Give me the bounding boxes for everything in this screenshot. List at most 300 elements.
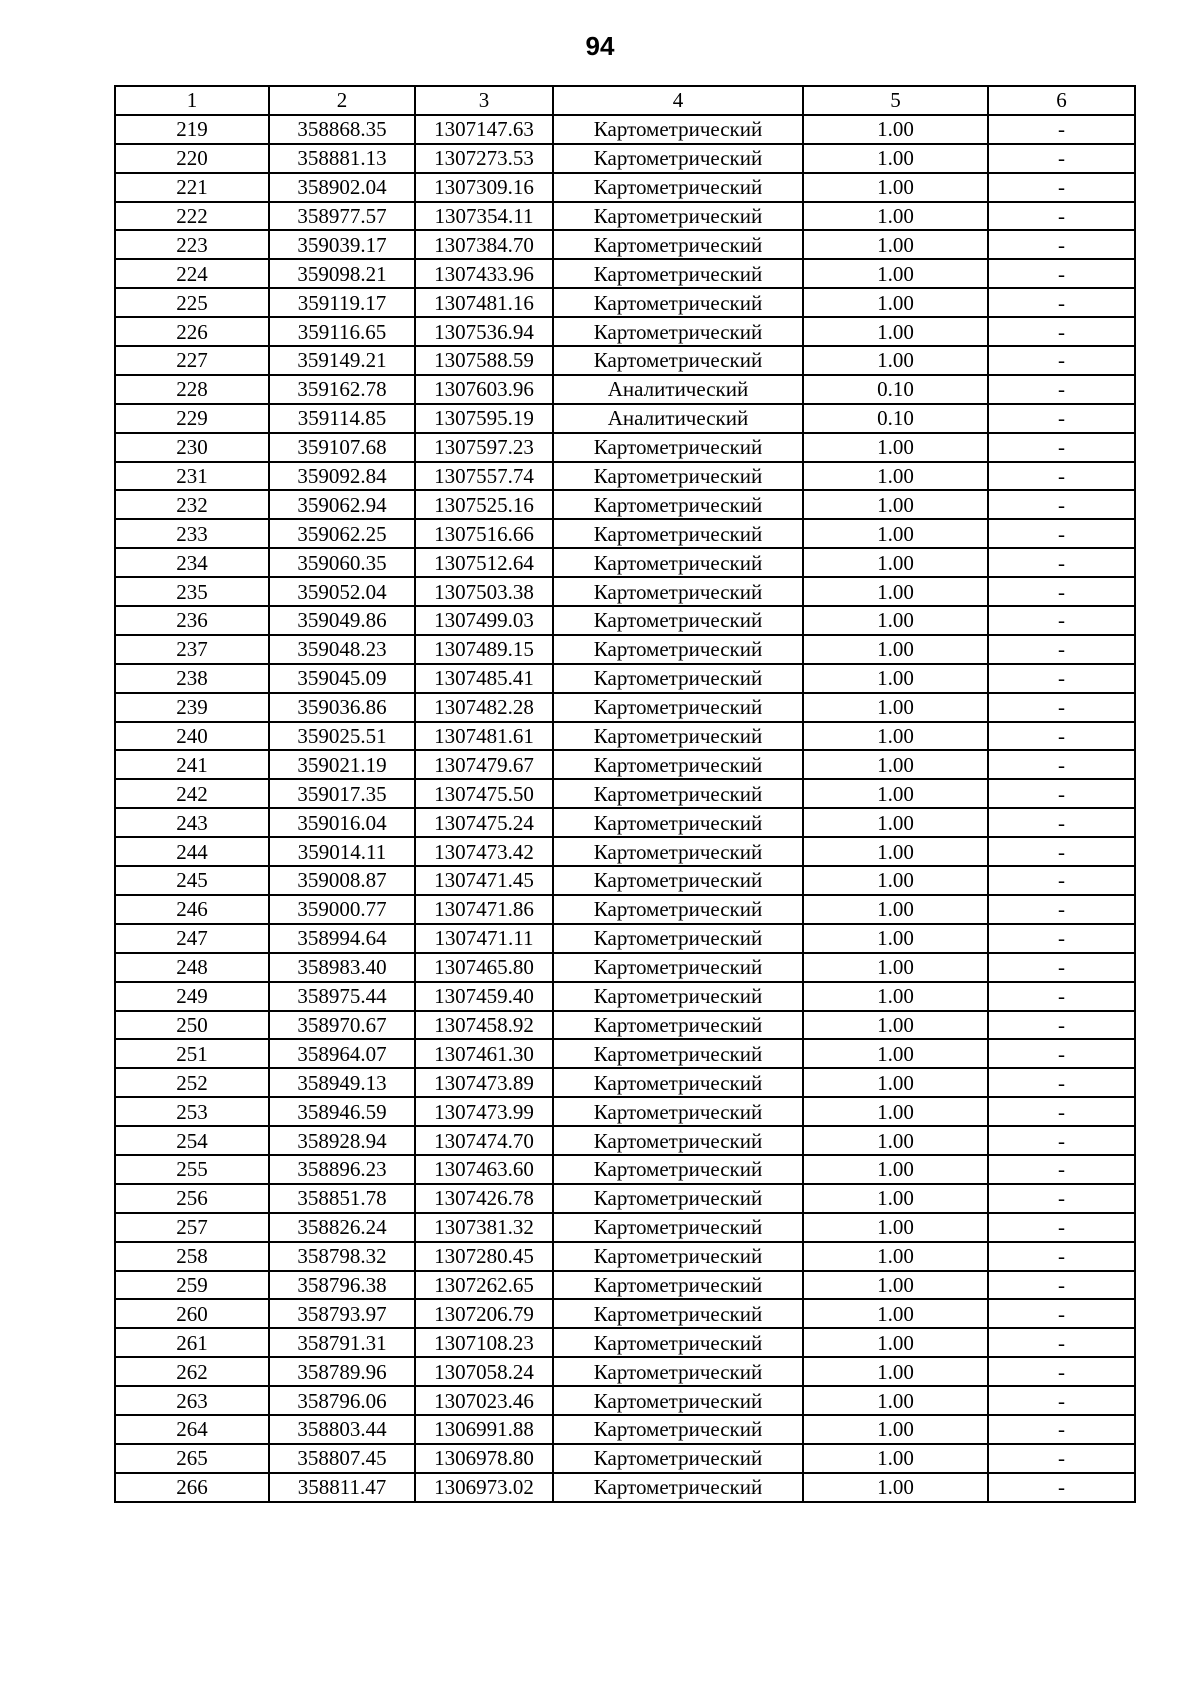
note-cell: -: [988, 1386, 1135, 1415]
note-cell: -: [988, 953, 1135, 982]
coordinate-x-cell: 358798.32: [269, 1242, 415, 1271]
accuracy-cell: 1.00: [803, 577, 988, 606]
coordinate-x-cell: 358983.40: [269, 953, 415, 982]
coordinate-x-cell: 358977.57: [269, 202, 415, 231]
table-row: [115, 1271, 1135, 1300]
accuracy-cell: 1.00: [803, 433, 988, 462]
coordinate-x-cell: 359162.78: [269, 375, 415, 404]
coordinate-x-cell: 359036.86: [269, 693, 415, 722]
method-cell: Картометрический: [553, 693, 803, 722]
note-cell: -: [988, 202, 1135, 231]
coordinate-x-cell: 358793.97: [269, 1299, 415, 1328]
accuracy-cell: 1.00: [803, 173, 988, 202]
note-cell: -: [988, 1039, 1135, 1068]
accuracy-cell: 1.00: [803, 202, 988, 231]
header-cell: 2: [269, 86, 415, 115]
point-number-cell: 263: [115, 1386, 269, 1415]
note-cell: -: [988, 693, 1135, 722]
point-number-cell: 257: [115, 1213, 269, 1242]
note-cell: -: [988, 433, 1135, 462]
accuracy-cell: 1.00: [803, 317, 988, 346]
note-cell: -: [988, 1271, 1135, 1300]
coordinate-x-cell: 358796.38: [269, 1271, 415, 1300]
method-cell: Картометрический: [553, 1299, 803, 1328]
note-cell: -: [988, 1242, 1135, 1271]
point-number-cell: 235: [115, 577, 269, 606]
coordinate-x-cell: 359048.23: [269, 635, 415, 664]
header-cell: 3: [415, 86, 553, 115]
table-row: [115, 1126, 1135, 1155]
coordinate-y-cell: 1307481.16: [415, 288, 553, 317]
point-number-cell: 236: [115, 606, 269, 635]
coordinate-y-cell: 1307473.99: [415, 1097, 553, 1126]
coordinate-y-cell: 1307280.45: [415, 1242, 553, 1271]
point-number-cell: 238: [115, 664, 269, 693]
page-number: 94: [585, 31, 615, 61]
note-cell: -: [988, 1011, 1135, 1040]
point-number-cell: 251: [115, 1039, 269, 1068]
note-cell: -: [988, 606, 1135, 635]
table-row: [115, 433, 1135, 462]
note-cell: -: [988, 895, 1135, 924]
table-row: [115, 750, 1135, 779]
header-cell: 4: [553, 86, 803, 115]
coordinate-y-cell: 1307597.23: [415, 433, 553, 462]
method-cell: Картометрический: [553, 635, 803, 664]
note-cell: -: [988, 664, 1135, 693]
method-cell: Картометрический: [553, 462, 803, 491]
accuracy-cell: 1.00: [803, 1155, 988, 1184]
table-row: [115, 519, 1135, 548]
table-row: [115, 1068, 1135, 1097]
coordinate-x-cell: 359060.35: [269, 548, 415, 577]
accuracy-cell: 1.00: [803, 1415, 988, 1444]
coordinate-x-cell: 358896.23: [269, 1155, 415, 1184]
coordinate-x-cell: 359092.84: [269, 462, 415, 491]
coordinate-x-cell: 358902.04: [269, 173, 415, 202]
point-number-cell: 222: [115, 202, 269, 231]
coordinate-y-cell: 1307595.19: [415, 404, 553, 433]
coordinate-y-cell: 1307475.24: [415, 808, 553, 837]
coordinate-y-cell: 1307474.70: [415, 1126, 553, 1155]
method-cell: Картометрический: [553, 1386, 803, 1415]
point-number-cell: 233: [115, 519, 269, 548]
method-cell: Картометрический: [553, 1039, 803, 1068]
coordinate-y-cell: 1307473.89: [415, 1068, 553, 1097]
accuracy-cell: 1.00: [803, 635, 988, 664]
table-row: [115, 375, 1135, 404]
point-number-cell: 243: [115, 808, 269, 837]
note-cell: -: [988, 346, 1135, 375]
table-row: [115, 1011, 1135, 1040]
note-cell: -: [988, 1415, 1135, 1444]
point-number-cell: 256: [115, 1184, 269, 1213]
coordinate-y-cell: 1307489.15: [415, 635, 553, 664]
table-row: [115, 1415, 1135, 1444]
method-cell: Картометрический: [553, 1213, 803, 1242]
note-cell: -: [988, 1097, 1135, 1126]
note-cell: -: [988, 1357, 1135, 1386]
accuracy-cell: 1.00: [803, 1213, 988, 1242]
table-row: [115, 317, 1135, 346]
coordinate-x-cell: 359119.17: [269, 288, 415, 317]
coordinate-x-cell: 358811.47: [269, 1473, 415, 1502]
coordinate-x-cell: 358994.64: [269, 924, 415, 953]
point-number-cell: 220: [115, 144, 269, 173]
method-cell: Картометрический: [553, 1068, 803, 1097]
note-cell: -: [988, 317, 1135, 346]
table-row: [115, 173, 1135, 202]
coordinate-y-cell: 1307433.96: [415, 259, 553, 288]
accuracy-cell: 1.00: [803, 1386, 988, 1415]
table-row: [115, 230, 1135, 259]
coordinate-y-cell: 1307479.67: [415, 750, 553, 779]
accuracy-cell: 1.00: [803, 548, 988, 577]
method-cell: Картометрический: [553, 1473, 803, 1502]
coordinate-y-cell: 1307384.70: [415, 230, 553, 259]
accuracy-cell: 1.00: [803, 462, 988, 491]
table-row: [115, 635, 1135, 664]
point-number-cell: 245: [115, 866, 269, 895]
note-cell: -: [988, 577, 1135, 606]
coordinate-x-cell: 359017.35: [269, 779, 415, 808]
coordinate-x-cell: 359021.19: [269, 750, 415, 779]
note-cell: -: [988, 779, 1135, 808]
table-row: [115, 924, 1135, 953]
point-number-cell: 229: [115, 404, 269, 433]
coordinate-x-cell: 358851.78: [269, 1184, 415, 1213]
accuracy-cell: 1.00: [803, 1126, 988, 1155]
coordinate-x-cell: 359116.65: [269, 317, 415, 346]
accuracy-cell: 1.00: [803, 1184, 988, 1213]
coordinate-x-cell: 358881.13: [269, 144, 415, 173]
header-row: [115, 86, 1135, 115]
table-row: [115, 1155, 1135, 1184]
table-row: [115, 779, 1135, 808]
note-cell: -: [988, 982, 1135, 1011]
accuracy-cell: 1.00: [803, 606, 988, 635]
table-row: [115, 346, 1135, 375]
coordinate-x-cell: 359107.68: [269, 433, 415, 462]
table-row: [115, 722, 1135, 751]
point-number-cell: 240: [115, 722, 269, 751]
note-cell: -: [988, 750, 1135, 779]
point-number-cell: 259: [115, 1271, 269, 1300]
table-row: [115, 1357, 1135, 1386]
point-number-cell: 241: [115, 750, 269, 779]
coordinate-y-cell: 1307516.66: [415, 519, 553, 548]
table-row: [115, 1213, 1135, 1242]
coordinate-y-cell: 1307471.11: [415, 924, 553, 953]
method-cell: Картометрический: [553, 953, 803, 982]
point-number-cell: 231: [115, 462, 269, 491]
accuracy-cell: 1.00: [803, 1271, 988, 1300]
accuracy-cell: 1.00: [803, 693, 988, 722]
coordinate-x-cell: 359098.21: [269, 259, 415, 288]
header-cell: 5: [803, 86, 988, 115]
accuracy-cell: 1.00: [803, 288, 988, 317]
method-cell: Картометрический: [553, 230, 803, 259]
table-row: [115, 837, 1135, 866]
table-row: [115, 1242, 1135, 1271]
table-row: [115, 693, 1135, 722]
accuracy-cell: 1.00: [803, 1068, 988, 1097]
accuracy-cell: 1.00: [803, 779, 988, 808]
table-row: [115, 144, 1135, 173]
table-row: [115, 866, 1135, 895]
method-cell: Картометрический: [553, 895, 803, 924]
coordinate-y-cell: 1307525.16: [415, 490, 553, 519]
method-cell: Картометрический: [553, 259, 803, 288]
accuracy-cell: 1.00: [803, 664, 988, 693]
note-cell: -: [988, 1328, 1135, 1357]
accuracy-cell: 1.00: [803, 1242, 988, 1271]
method-cell: Картометрический: [553, 1271, 803, 1300]
table-row: [115, 1473, 1135, 1502]
accuracy-cell: 1.00: [803, 1444, 988, 1473]
table-row: [115, 1299, 1135, 1328]
table-row: [115, 288, 1135, 317]
method-cell: Картометрический: [553, 144, 803, 173]
coordinate-x-cell: 358949.13: [269, 1068, 415, 1097]
coordinate-x-cell: 359014.11: [269, 837, 415, 866]
coordinate-y-cell: 1307461.30: [415, 1039, 553, 1068]
method-cell: Картометрический: [553, 202, 803, 231]
coordinate-y-cell: 1307354.11: [415, 202, 553, 231]
accuracy-cell: 1.00: [803, 115, 988, 144]
table-row: [115, 1328, 1135, 1357]
accuracy-cell: 1.00: [803, 346, 988, 375]
accuracy-cell: 1.00: [803, 519, 988, 548]
accuracy-cell: 1.00: [803, 982, 988, 1011]
note-cell: -: [988, 1444, 1135, 1473]
coordinate-y-cell: 1307512.64: [415, 548, 553, 577]
table-row: [115, 1444, 1135, 1473]
accuracy-cell: 1.00: [803, 722, 988, 751]
coordinate-x-cell: 359008.87: [269, 866, 415, 895]
accuracy-cell: 1.00: [803, 924, 988, 953]
coordinate-x-cell: 358868.35: [269, 115, 415, 144]
coordinate-x-cell: 358946.59: [269, 1097, 415, 1126]
table-row: [115, 404, 1135, 433]
header-cell: 6: [988, 86, 1135, 115]
note-cell: -: [988, 1184, 1135, 1213]
accuracy-cell: 0.10: [803, 404, 988, 433]
coordinate-y-cell: 1307381.32: [415, 1213, 553, 1242]
point-number-cell: 219: [115, 115, 269, 144]
method-cell: Картометрический: [553, 317, 803, 346]
point-number-cell: 253: [115, 1097, 269, 1126]
point-number-cell: 264: [115, 1415, 269, 1444]
point-number-cell: 246: [115, 895, 269, 924]
coordinate-y-cell: 1307471.86: [415, 895, 553, 924]
coordinate-x-cell: 358975.44: [269, 982, 415, 1011]
point-number-cell: 232: [115, 490, 269, 519]
coordinate-x-cell: 359039.17: [269, 230, 415, 259]
coordinate-x-cell: 358807.45: [269, 1444, 415, 1473]
table-row: [115, 982, 1135, 1011]
coordinate-y-cell: 1307481.61: [415, 722, 553, 751]
method-cell: Картометрический: [553, 548, 803, 577]
coordinate-x-cell: 358803.44: [269, 1415, 415, 1444]
method-cell: Картометрический: [553, 1097, 803, 1126]
point-number-cell: 225: [115, 288, 269, 317]
point-number-cell: 265: [115, 1444, 269, 1473]
accuracy-cell: 1.00: [803, 144, 988, 173]
coordinate-y-cell: 1307473.42: [415, 837, 553, 866]
table-row: [115, 202, 1135, 231]
point-number-cell: 244: [115, 837, 269, 866]
method-cell: Картометрический: [553, 1328, 803, 1357]
coordinate-x-cell: 358928.94: [269, 1126, 415, 1155]
method-cell: Картометрический: [553, 346, 803, 375]
coordinate-y-cell: 1307426.78: [415, 1184, 553, 1213]
method-cell: Картометрический: [553, 866, 803, 895]
coordinate-y-cell: 1307463.60: [415, 1155, 553, 1184]
accuracy-cell: 1.00: [803, 953, 988, 982]
method-cell: Картометрический: [553, 808, 803, 837]
coordinate-y-cell: 1307206.79: [415, 1299, 553, 1328]
table-body: [115, 115, 1135, 1502]
note-cell: -: [988, 519, 1135, 548]
coordinate-x-cell: 358964.07: [269, 1039, 415, 1068]
method-cell: Картометрический: [553, 606, 803, 635]
coordinate-x-cell: 358789.96: [269, 1357, 415, 1386]
point-number-cell: 250: [115, 1011, 269, 1040]
method-cell: Картометрический: [553, 519, 803, 548]
coordinate-x-cell: 359016.04: [269, 808, 415, 837]
method-cell: Картометрический: [553, 722, 803, 751]
accuracy-cell: 1.00: [803, 490, 988, 519]
point-number-cell: 224: [115, 259, 269, 288]
method-cell: Картометрический: [553, 1444, 803, 1473]
coordinate-y-cell: 1307108.23: [415, 1328, 553, 1357]
method-cell: Картометрический: [553, 288, 803, 317]
coordinate-y-cell: 1307459.40: [415, 982, 553, 1011]
accuracy-cell: 1.00: [803, 1097, 988, 1126]
table-row: [115, 808, 1135, 837]
point-number-cell: 239: [115, 693, 269, 722]
accuracy-cell: 1.00: [803, 837, 988, 866]
accuracy-cell: 1.00: [803, 1299, 988, 1328]
accuracy-cell: 1.00: [803, 750, 988, 779]
method-cell: Картометрический: [553, 924, 803, 953]
note-cell: -: [988, 924, 1135, 953]
accuracy-cell: 1.00: [803, 808, 988, 837]
point-number-cell: 227: [115, 346, 269, 375]
coordinate-y-cell: 1307273.53: [415, 144, 553, 173]
note-cell: -: [988, 1473, 1135, 1502]
table-row: [115, 895, 1135, 924]
table-row: [115, 490, 1135, 519]
coordinate-x-cell: 358791.31: [269, 1328, 415, 1357]
point-number-cell: 223: [115, 230, 269, 259]
header-cell: 1: [115, 86, 269, 115]
point-number-cell: 237: [115, 635, 269, 664]
method-cell: Картометрический: [553, 173, 803, 202]
note-cell: -: [988, 1068, 1135, 1097]
coordinate-y-cell: 1307503.38: [415, 577, 553, 606]
note-cell: -: [988, 837, 1135, 866]
point-number-cell: 228: [115, 375, 269, 404]
coordinate-y-cell: 1307485.41: [415, 664, 553, 693]
point-number-cell: 261: [115, 1328, 269, 1357]
coordinate-y-cell: 1307499.03: [415, 606, 553, 635]
coordinate-y-cell: 1306991.88: [415, 1415, 553, 1444]
note-cell: -: [988, 548, 1135, 577]
coordinate-x-cell: 359114.85: [269, 404, 415, 433]
table-row: [115, 462, 1135, 491]
note-cell: -: [988, 462, 1135, 491]
point-number-cell: 252: [115, 1068, 269, 1097]
coordinate-y-cell: 1307471.45: [415, 866, 553, 895]
note-cell: -: [988, 115, 1135, 144]
method-cell: Картометрический: [553, 577, 803, 606]
coordinate-y-cell: 1307536.94: [415, 317, 553, 346]
accuracy-cell: 1.00: [803, 1011, 988, 1040]
note-cell: -: [988, 490, 1135, 519]
method-cell: Картометрический: [553, 1415, 803, 1444]
coordinate-x-cell: 359149.21: [269, 346, 415, 375]
table-row: [115, 259, 1135, 288]
coordinate-x-cell: 359052.04: [269, 577, 415, 606]
table-row: [115, 606, 1135, 635]
point-number-cell: 249: [115, 982, 269, 1011]
point-number-cell: 262: [115, 1357, 269, 1386]
method-cell: Картометрический: [553, 779, 803, 808]
coordinate-y-cell: 1307147.63: [415, 115, 553, 144]
coordinate-y-cell: 1306978.80: [415, 1444, 553, 1473]
table-row: [115, 115, 1135, 144]
table-header: [115, 86, 1135, 115]
table-row: [115, 1184, 1135, 1213]
point-number-cell: 242: [115, 779, 269, 808]
table-row: [115, 577, 1135, 606]
point-number-cell: 248: [115, 953, 269, 982]
table-row: [115, 1386, 1135, 1415]
coordinate-y-cell: 1307309.16: [415, 173, 553, 202]
accuracy-cell: 1.00: [803, 866, 988, 895]
table-row: [115, 1039, 1135, 1068]
method-cell: Картометрический: [553, 837, 803, 866]
point-number-cell: 230: [115, 433, 269, 462]
coordinate-x-cell: 358970.67: [269, 1011, 415, 1040]
note-cell: -: [988, 635, 1135, 664]
coordinate-x-cell: 359025.51: [269, 722, 415, 751]
method-cell: Картометрический: [553, 490, 803, 519]
method-cell: Картометрический: [553, 1155, 803, 1184]
coordinate-y-cell: 1307603.96: [415, 375, 553, 404]
method-cell: Картометрический: [553, 982, 803, 1011]
accuracy-cell: 1.00: [803, 1473, 988, 1502]
method-cell: Картометрический: [553, 1011, 803, 1040]
note-cell: -: [988, 259, 1135, 288]
method-cell: Картометрический: [553, 750, 803, 779]
accuracy-cell: 0.10: [803, 375, 988, 404]
coordinate-y-cell: 1306973.02: [415, 1473, 553, 1502]
method-cell: Картометрический: [553, 664, 803, 693]
note-cell: -: [988, 1155, 1135, 1184]
note-cell: -: [988, 808, 1135, 837]
note-cell: -: [988, 288, 1135, 317]
accuracy-cell: 1.00: [803, 1328, 988, 1357]
note-cell: -: [988, 1213, 1135, 1242]
coordinate-y-cell: 1307058.24: [415, 1357, 553, 1386]
coordinate-y-cell: 1307465.80: [415, 953, 553, 982]
point-number-cell: 254: [115, 1126, 269, 1155]
note-cell: -: [988, 173, 1135, 202]
coordinate-x-cell: 358796.06: [269, 1386, 415, 1415]
